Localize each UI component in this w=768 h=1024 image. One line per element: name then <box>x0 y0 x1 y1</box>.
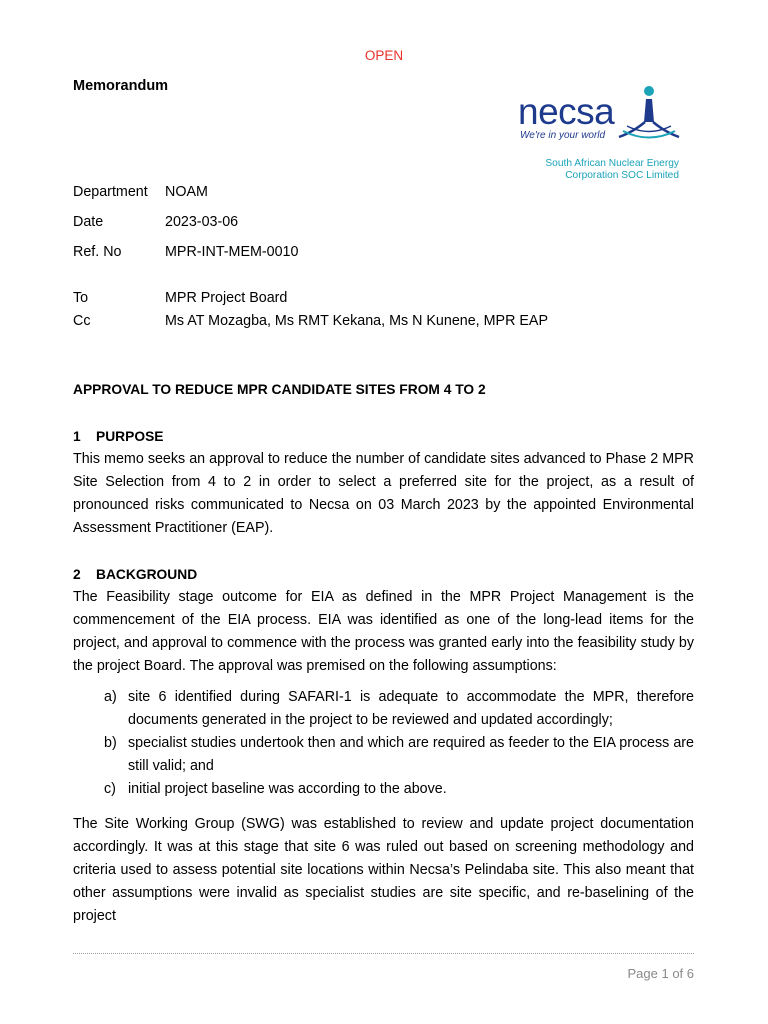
classification-label: OPEN <box>364 48 404 63</box>
logo-brand-text: necsa <box>518 91 615 132</box>
list-marker: a) <box>104 689 117 705</box>
purpose-paragraph: This memo seeks an approval to reduce the number of candidate sites advanced to Phase 2 MPR Site Selection from 4 to 2 in order to select a preferred site for the project, as a result of pronounced risks communicated to Necsa on 03 March 2023 by the appointed Environmental Assessment Practitioner (EAP). <box>73 451 694 536</box>
section-heading-background <box>73 567 197 582</box>
department-value: NOAM <box>165 184 208 200</box>
footer-divider <box>73 953 694 954</box>
memo-subject: APPROVAL TO REDUCE MPR CANDIDATE SITES FROM 4 TO 2 <box>73 382 486 397</box>
to-value: MPR Project Board <box>165 290 288 306</box>
background-continuation-paragraph: The Site Working Group (SWG) was established to review and update project documentation accordingly. It was at this stage that site 6 was ruled out based on screening methodology and criteria used to assess potential site locations within Necsa’s Pelindaba site. This also meant that other assumptions were invalid as specialist studies are site specific, and re-baselining of the project <box>73 816 694 924</box>
date-label: Date <box>73 214 104 230</box>
ref-label: Ref. No <box>73 244 122 260</box>
list-item <box>104 686 694 732</box>
date-value: 2023-03-06 <box>165 214 239 230</box>
to-label: To <box>73 290 89 306</box>
section-number: 2 <box>73 567 81 582</box>
logo-org-line1: South African Nuclear Energy <box>545 158 679 169</box>
necsa-logo-graphic <box>515 82 690 200</box>
necsa-logo <box>515 82 690 200</box>
list-marker: c) <box>104 781 116 797</box>
assumptions-list <box>104 686 694 801</box>
cc-value: Ms AT Mozagba, Ms RMT Kekana, Ms N Kunene, MPR EAP <box>165 313 548 329</box>
ref-value: MPR-INT-MEM-0010 <box>165 244 299 260</box>
logo-org-line2: Corporation SOC Limited <box>565 170 679 181</box>
list-item-text: site 6 identified during SAFARI-1 is adequate to accommodate the MPR, therefore documents generated in the project to be reviewed and updated accordingly; <box>128 689 694 728</box>
background-paragraph: The Feasibility stage outcome for EIA as defined in the MPR Project Management is the commencement of the EIA process. EIA was identified as one of the long-lead items for the project, and approval to commence with the process was granted early into the feasibility study by the project Board. The approval was premised on the following assumptions: <box>73 589 694 674</box>
department-label: Department <box>73 184 148 200</box>
list-item-text: initial project baseline was according to the above. <box>128 781 447 797</box>
atom-emblem-icon <box>619 86 679 138</box>
list-item <box>104 778 694 801</box>
page-number: Page 1 of 6 <box>627 966 694 981</box>
memo-title: Memorandum <box>73 78 169 94</box>
section-number: 1 <box>73 429 81 444</box>
cc-label: Cc <box>73 313 91 329</box>
section-title: BACKGROUND <box>96 567 198 582</box>
logo-tagline: We're in your world <box>520 130 606 141</box>
list-marker: b) <box>104 735 117 751</box>
list-item <box>104 732 694 778</box>
list-item-text: specialist studies undertook then and which are required as feeder to the EIA process are still valid; and <box>128 735 694 774</box>
section-heading-purpose <box>73 429 163 444</box>
section-title: PURPOSE <box>96 429 164 444</box>
